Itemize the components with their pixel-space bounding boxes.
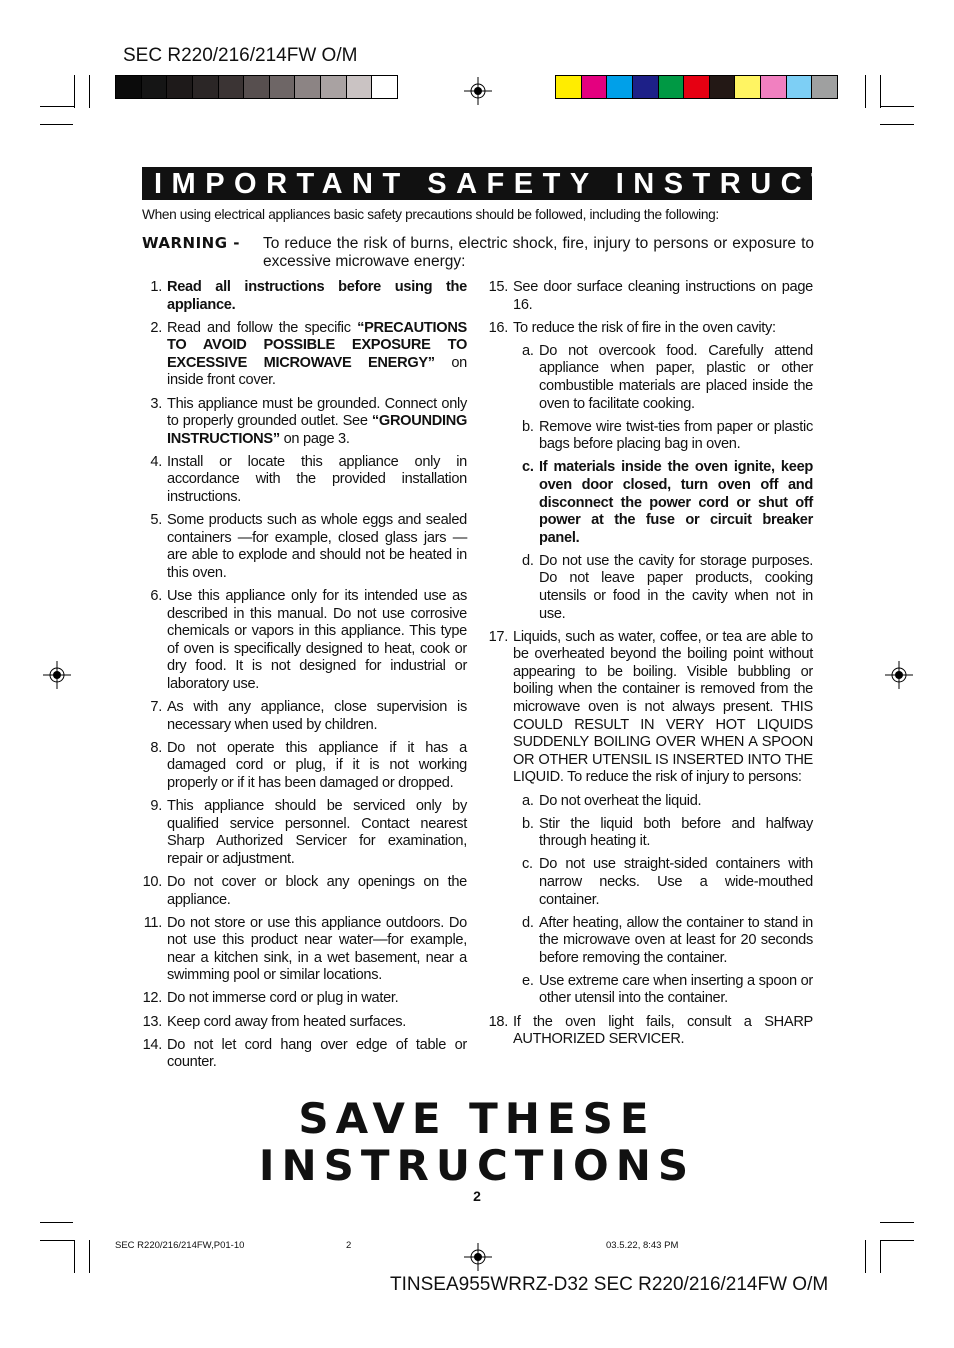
list-item: 15. See door surface cleaning instructions on page 16. <box>488 279 813 313</box>
calibration-swatch <box>812 76 837 98</box>
sub-item-emphasized: c. If materials inside the oven ignite, keep oven door closed, turn oven off and disconnect the power cord or shut off power at the fuse or circuit breaker panel. <box>522 459 813 546</box>
calibration-swatch <box>633 76 659 98</box>
sub-item: e. Use extreme care when inserting a spoon or other utensil into the container. <box>522 972 813 1007</box>
calibration-swatch <box>710 76 736 98</box>
calibration-swatch <box>684 76 710 98</box>
calibration-swatch <box>142 76 168 98</box>
calibration-swatch <box>167 76 193 98</box>
calibration-swatch <box>735 76 761 98</box>
calibration-swatch <box>659 76 685 98</box>
document-header-title: SEC R220/216/214FW O/M <box>123 45 358 66</box>
calibration-swatch <box>295 76 321 98</box>
list-item: 8. Do not operate this appliance if it has a damaged cord or plug, if it is not working properly or if it has been damaged or dropped. <box>150 739 467 791</box>
calibration-swatch <box>582 76 608 98</box>
intro-text: When using electrical appliances basic safety precautions should be followed, including the following: <box>142 207 719 222</box>
save-heading-line2: INSTRUCTIONS <box>258 1141 696 1190</box>
list-item: 17. Liquids, such as water, coffee, or tea are able to be overheated beyond the boiling point without appearing to be boiling. Visible bubbling or boiling when the container is removed from the microwave oven is not always present. THIS COULD RESULT IN VERY HOT LIQUIDS SUDDENLY BOILING OVER WHEN A SPOON OR OTHER UTENSIL IS INSERTED INTO THE LIQUID. To reduce the risk of injury to persons: <box>488 628 813 786</box>
list-item: 2. Read and follow the specific “PRECAUTIONS TO AVOID POSSIBLE EXPOSURE TO EXCESSIVE MICROWAVE ENERGY” on inside front cover. <box>150 319 468 389</box>
warning-label: WARNING - <box>142 234 240 252</box>
registration-mark-bottom-icon <box>464 1243 492 1271</box>
gray-calibration-swatches <box>115 75 398 99</box>
list-item: 14. Do not let cord hang over edge of table or counter. <box>142 1036 467 1071</box>
sub-item: d. After heating, allow the container to stand in the microwave oven at least for 20 seconds before removing the container. <box>522 914 813 966</box>
list-item: 13. Keep cord away from heated surfaces. <box>142 1013 407 1030</box>
calibration-swatch <box>787 76 813 98</box>
list-item: 5. Some products such as whole eggs and sealed containers —for example, closed glass jars — are able to explode and should not be heated in this oven. <box>150 512 467 581</box>
list-item: 4. Install or locate this appliance only in accordance with the provided installation instructions. <box>150 453 467 506</box>
safety-banner-title: IMPORTANT SAFETY INSTRUCTIONS <box>142 167 812 200</box>
calibration-swatch <box>321 76 347 98</box>
list-item: 9. This appliance should be serviced only by qualified service personnel. Contact nearest Sharp Authorized Servicer for examination, repair or adjustment. <box>150 798 467 867</box>
sub-item: a. Do not overheat the liquid. <box>522 792 702 809</box>
list-item: 10. Do not cover or block any openings on the appliance. <box>142 873 467 908</box>
sub-item: c. Do not use straight-sided containers with narrow necks. Use a wide-mouthed container. <box>522 856 813 908</box>
footer-file-name: SEC R220/216/214FW,P01-10 <box>115 1240 245 1251</box>
footer-timestamp: 03.5.22, 8:43 PM <box>606 1240 679 1251</box>
registration-mark-right-icon <box>885 661 913 689</box>
save-heading-line1: SAVE THESE <box>298 1094 656 1143</box>
calibration-swatch <box>607 76 633 98</box>
footer-page: 2 <box>346 1240 352 1251</box>
calibration-swatch <box>193 76 219 98</box>
calibration-swatch <box>270 76 296 98</box>
list-item: 12. Do not immerse cord or plug in water. <box>142 990 399 1007</box>
sub-item: b. Stir the liquid both before and halfway through heating it. <box>522 815 813 850</box>
calibration-swatch <box>244 76 270 98</box>
list-item: 3. This appliance must be grounded. Connect only to properly grounded outlet. See “GROUNDING INSTRUCTIONS” on page 3. <box>150 395 467 447</box>
sub-item: d. Do not use the cavity for storage purposes. Do not leave paper products, cooking utensils or food in the cavity when not in use. <box>522 552 813 622</box>
calibration-swatch <box>761 76 787 98</box>
bottom-document-code: TINSEA955WRRZ-D32 SEC R220/216/214FW O/M <box>390 1274 829 1295</box>
registration-mark-left-icon <box>43 661 71 689</box>
calibration-swatch <box>116 76 142 98</box>
right-instructions-column <box>485 279 813 1054</box>
list-item: 16. To reduce the risk of fire in the oven cavity: <box>488 319 776 336</box>
list-item: 6. Use this appliance only for its intended use as described in this manual. Do not use corrosive chemicals or vapors in this appliance. This type of oven is specifically designed to heat, cook or dry food. It is not designed for industrial or laboratory use. <box>150 588 467 692</box>
calibration-swatch <box>372 76 397 98</box>
registration-mark-top-icon <box>464 77 492 105</box>
calibration-swatch <box>556 76 582 98</box>
left-instructions-column <box>140 279 467 1077</box>
calibration-swatch <box>219 76 245 98</box>
sub-item: b. Remove wire twist-ties from paper or plastic bags before placing bag in oven. <box>522 418 813 453</box>
list-item: 18. If the oven light fails, consult a SHARP AUTHORIZED SERVICER. <box>488 1013 813 1048</box>
list-item: 7. As with any appliance, close supervision is necessary when used by children. <box>150 699 467 733</box>
sub-item: a. Do not overcook food. Carefully attend appliance when paper, plastic or other combustible materials are placed inside the oven to facilitate cooking. <box>522 342 813 412</box>
page-number: 2 <box>473 1188 481 1204</box>
list-item: 1. Read all instructions before using the appliance. <box>150 279 467 313</box>
warning-text: To reduce the risk of burns, electric shock, fire, injury to persons or exposure to excessive microwave energy: <box>263 235 814 270</box>
list-item: 11. Do not store or use this appliance outdoors. Do not use this product near water—for example, near a kitchen sink, in a wet basement, near a swimming pool or similar locations. <box>143 914 467 984</box>
calibration-swatch <box>347 76 373 98</box>
color-calibration-swatches <box>555 75 838 99</box>
